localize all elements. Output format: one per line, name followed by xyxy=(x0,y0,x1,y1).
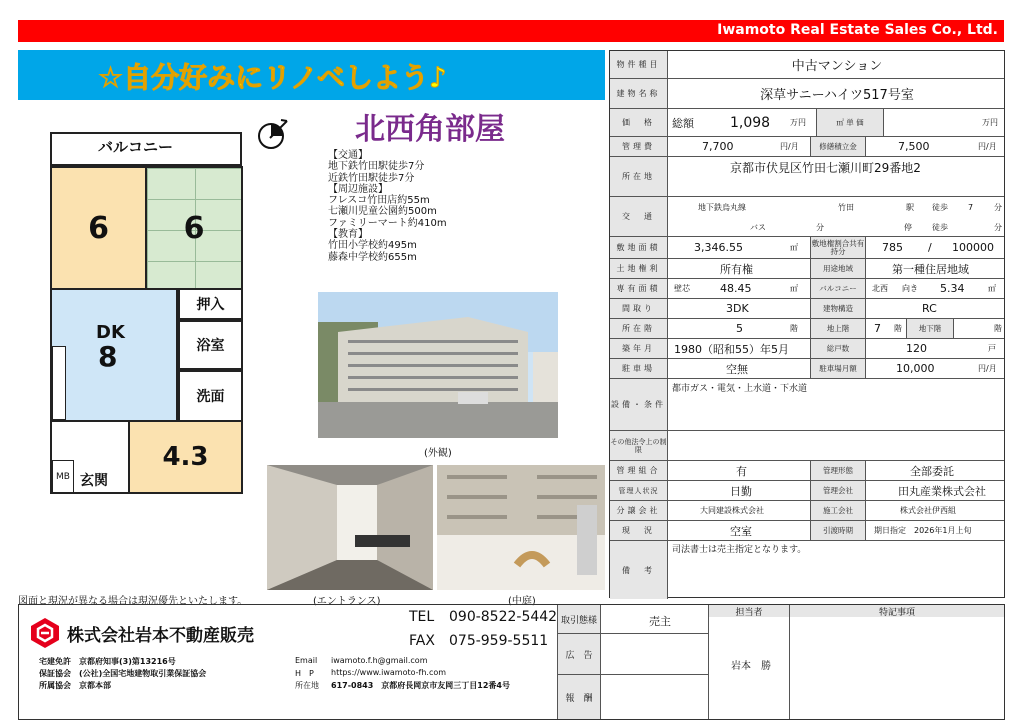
entrance-photo xyxy=(267,465,433,590)
price-prefix: 総額 xyxy=(672,116,694,130)
email[interactable]: iwamoto.f.h@gmail.com xyxy=(331,656,428,665)
label: 備 考 xyxy=(610,541,668,599)
label: 物件種目 xyxy=(610,51,668,78)
footer xyxy=(18,604,1005,720)
share-denominator: 100000 xyxy=(952,241,994,254)
label: 用途地域 xyxy=(810,259,866,278)
row-type xyxy=(610,51,1004,79)
floor: 5 xyxy=(736,322,743,335)
walk-word: 徒歩 xyxy=(932,222,948,232)
guarantee-assoc: 保証協会 (公社)全国宅地建物取引業保証協会 xyxy=(39,669,207,678)
deal-type: 売主 xyxy=(649,615,671,628)
row-area xyxy=(610,279,1004,299)
bathroom: 浴室 xyxy=(178,320,243,370)
price-value: 1,098 xyxy=(730,114,771,131)
unit: 円/月 xyxy=(780,142,799,151)
ad-label: 広 告 xyxy=(558,634,600,674)
divider xyxy=(600,605,601,719)
share-sep: / xyxy=(928,241,932,254)
station-word: 駅 xyxy=(906,202,914,212)
website-link[interactable]: https://www.iwamoto-fh.com xyxy=(331,668,447,677)
exterior-photo xyxy=(318,292,558,438)
label: 敷地権割合共有持分 xyxy=(810,237,866,258)
direction-word: 向き xyxy=(902,284,918,293)
price-unit: 万円 xyxy=(790,118,806,127)
exterior-caption: (外観) xyxy=(424,448,452,459)
label: その他法令上の制限 xyxy=(610,431,668,460)
label: 修繕積立金 xyxy=(810,137,866,156)
unit: 円/月 xyxy=(978,364,997,373)
label: 管理会社 xyxy=(810,481,866,500)
corner-room-title: 北西角部屋 xyxy=(355,112,505,147)
info-line: 【交通】 xyxy=(328,150,368,161)
stop-word: 停 xyxy=(904,222,912,232)
label: 駐車場 xyxy=(610,359,668,378)
label: 建物名称 xyxy=(610,79,668,108)
share-numerator: 785 xyxy=(882,241,903,254)
property-type: 中古マンション xyxy=(791,59,883,74)
tel-label: TEL xyxy=(409,609,435,625)
row-facility xyxy=(610,379,1004,431)
area-prefix: 壁芯 xyxy=(674,284,690,293)
balcony-label: バルコニー xyxy=(98,138,174,156)
unit: 分 xyxy=(994,222,1002,232)
deal-label: 取引態様 xyxy=(558,605,600,633)
label: 管理組合 xyxy=(610,461,668,480)
row-assoc xyxy=(610,461,1004,481)
info-line: ファミリーマート約410m xyxy=(328,217,447,229)
info-line: 藤森中学校約655m xyxy=(328,251,417,263)
land-area: 3,346.55 xyxy=(694,241,743,254)
kitchen-counter xyxy=(52,346,66,420)
unit: 階 xyxy=(790,324,798,333)
dk-label: DK xyxy=(96,322,125,343)
hp-label: H P xyxy=(295,669,314,678)
remarks: 司法書士は売主指定となります。 xyxy=(672,544,807,555)
email-label: Email xyxy=(295,656,318,665)
entrance-caption: (エントランス) xyxy=(313,596,381,607)
management-fee: 7,700 xyxy=(702,140,734,153)
courtyard-caption: (中庭) xyxy=(508,596,536,607)
structure: RC xyxy=(922,302,937,315)
builder: 株式会社伊西組 xyxy=(900,506,956,515)
handover-date: 期日指定 2026年1月上旬 xyxy=(874,526,972,535)
current-status: 空室 xyxy=(730,524,752,538)
company-address: 617-0843 京都府長岡京市友岡三丁目12番4号 xyxy=(331,681,510,690)
label: 所在地 xyxy=(610,157,668,196)
notes-label: 特記事項 xyxy=(790,605,1004,617)
license: 宅建免許 京都府知事(3)第13216号 xyxy=(39,657,176,666)
unit: 戸 xyxy=(988,344,996,353)
banner-text: ☆自分好みにリノベしよう♪ xyxy=(98,61,447,94)
label: 専有面積 xyxy=(610,279,668,298)
info-line: 地下鉄竹田駅徒歩7分 xyxy=(328,161,425,173)
entrance-label: 玄関 xyxy=(80,473,108,489)
walk-word: 徒歩 xyxy=(932,202,948,212)
row-seller xyxy=(610,501,1004,521)
row-fees xyxy=(610,137,1004,157)
total-units: 120 xyxy=(906,342,927,355)
label: 引渡時期 xyxy=(810,521,866,540)
zoning: 第一種住居地域 xyxy=(892,262,969,276)
row-land xyxy=(610,237,1004,259)
info-line: 七瀬川児童公園約500m xyxy=(328,206,437,218)
divider xyxy=(708,605,709,719)
row-layout xyxy=(610,299,1004,319)
fax-number: 075-959-5511 xyxy=(449,633,549,649)
label: 設備・条件 xyxy=(610,379,668,430)
label: 敷地面積 xyxy=(610,237,668,258)
built-date: 1980（昭和55）年5月 xyxy=(674,342,789,356)
label: 築年月 xyxy=(610,339,668,358)
label: 地下階 xyxy=(906,319,954,338)
train-line: 地下鉄烏丸線 xyxy=(698,202,746,212)
row-right xyxy=(610,259,1004,279)
unit: 万円 xyxy=(982,118,998,127)
unit: ㎡ xyxy=(988,284,996,293)
label: 管理人状況 xyxy=(610,481,668,500)
room-western-4-3: 4.3 xyxy=(128,420,243,494)
management-form: 全部委託 xyxy=(910,464,954,478)
floor-area: 48.45 xyxy=(720,282,752,295)
row-parking xyxy=(610,359,1004,379)
washroom: 洗面 xyxy=(178,370,243,422)
row-price xyxy=(610,109,1004,137)
land-right: 所有権 xyxy=(720,262,753,276)
address: 京都市伏見区竹田七瀬川町29番地2 xyxy=(730,160,921,175)
divider xyxy=(789,605,790,719)
row-restrict xyxy=(610,431,1004,461)
repair-fund: 7,500 xyxy=(898,140,930,153)
property-spec-table xyxy=(609,50,1005,598)
label: 施工会社 xyxy=(810,501,866,520)
label: 分譲会社 xyxy=(610,501,668,520)
layout: 3DK xyxy=(726,302,749,315)
label: 交 通 xyxy=(610,197,668,236)
company-name-en: Iwamoto Real Estate Sales Co., Ltd. xyxy=(717,22,998,38)
staff-label: 担当者 xyxy=(709,605,789,617)
label: 地上階 xyxy=(810,319,866,338)
unit: 円/月 xyxy=(978,142,997,151)
balcony-area: 5.34 xyxy=(940,282,965,295)
staff-name: 岩本 勝 xyxy=(731,661,771,672)
label: ㎡ 単 価 xyxy=(816,109,884,136)
north-compass-icon xyxy=(256,117,290,151)
label: 管理費 xyxy=(610,137,668,156)
row-traffic xyxy=(610,197,1004,237)
area-info xyxy=(328,150,447,263)
parking-fee: 10,000 xyxy=(896,362,935,375)
label: 土地権利 xyxy=(610,259,668,278)
room-western-6: 6 xyxy=(50,166,147,290)
walk-minutes: 7 xyxy=(968,202,974,212)
info-line: 【教育】 xyxy=(328,229,368,241)
unit: 分 xyxy=(994,202,1002,212)
facilities: 都市ガス・電気・上水道・下水道 xyxy=(672,383,808,394)
closet: 押入 xyxy=(178,288,243,320)
label: 駐車場月額 xyxy=(810,359,866,378)
parking: 空無 xyxy=(726,362,748,376)
unit: ㎡ xyxy=(790,243,798,252)
management-assoc: 有 xyxy=(736,464,747,478)
station: 竹田 xyxy=(838,202,854,212)
fax-label: FAX xyxy=(409,633,435,649)
row-built xyxy=(610,339,1004,359)
row-remarks xyxy=(610,541,1004,599)
room-tatami-6: 6 xyxy=(145,166,243,290)
dk-size: 8 xyxy=(98,340,118,373)
courtyard-photo xyxy=(437,465,605,590)
unit: 階 xyxy=(894,324,902,333)
reward-label: 報 酬 xyxy=(558,675,600,719)
management-company: 田丸産業株式会社 xyxy=(898,484,986,498)
member-assoc: 所属協会 京都本部 xyxy=(39,681,111,690)
row-name xyxy=(610,79,1004,109)
tel-number[interactable]: 090-8522-5442 xyxy=(449,609,558,625)
label: 現 況 xyxy=(610,521,668,540)
label: 建物構造 xyxy=(810,299,866,318)
unit: 分 xyxy=(816,222,824,232)
balcony-direction: 北西 xyxy=(872,284,888,293)
unit: ㎡ xyxy=(790,284,798,293)
label: 価 格 xyxy=(610,109,668,136)
bus-word: バス xyxy=(750,222,766,232)
floor-plan xyxy=(40,126,246,502)
unit: 階 xyxy=(994,324,1002,333)
meter-box: MB xyxy=(52,460,74,494)
banner xyxy=(18,50,605,100)
row-address xyxy=(610,157,1004,197)
floors-above: 7 xyxy=(874,322,881,335)
address-label: 所在地 xyxy=(295,681,319,690)
company-logo-icon xyxy=(29,617,61,649)
info-line: 【周辺施設】 xyxy=(328,183,388,195)
label: 間取り xyxy=(610,299,668,318)
label: バルコニー xyxy=(810,279,866,298)
info-line: フレスコ竹田店約55m xyxy=(328,195,430,207)
row-floor xyxy=(610,319,1004,339)
row-status xyxy=(610,521,1004,541)
disclaimer: 図面と現況が異なる場合は現況優先といたします。 xyxy=(18,596,248,607)
company-name: 株式会社岩本不動産販売 xyxy=(67,626,254,646)
info-line: 竹田小学校約495m xyxy=(328,240,417,252)
property-name: 深草サニーハイツ517号室 xyxy=(760,88,914,103)
header-bar xyxy=(18,20,1004,42)
row-resident xyxy=(610,481,1004,501)
label: 所在階 xyxy=(610,319,668,338)
label: 管理形態 xyxy=(810,461,866,480)
label: 総戸数 xyxy=(810,339,866,358)
resident-manager: 日勤 xyxy=(730,484,752,498)
info-line: 近鉄竹田駅徒歩7分 xyxy=(328,172,415,184)
developer: 大同建設株式会社 xyxy=(700,506,764,515)
